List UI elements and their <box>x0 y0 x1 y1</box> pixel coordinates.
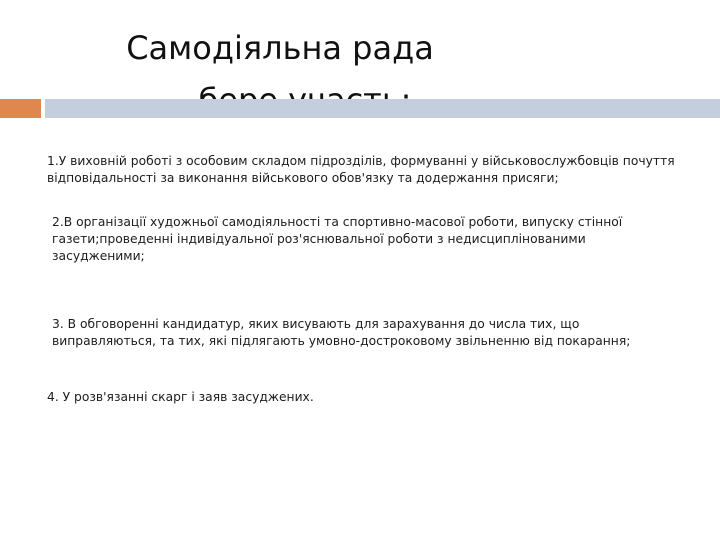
list-item-3 <box>52 316 652 350</box>
slide-title-line-1: Самодіяльна рада <box>126 29 434 67</box>
list-item-1-text: У виховній роботі з особовим складом підрозділів, формуванні у військовослужбовців почуття відповідальності за виконання військового обов'язку та додержання присяги; <box>47 154 675 185</box>
list-item-4-number: 4. <box>47 390 59 404</box>
list-item-4 <box>47 389 687 406</box>
list-item-3-text: В обговоренні кандидатур, яких висувають для зарахування до числа тих, що виправляються, та тих, які підлягають умовно-достроковому звільненню від покарання; <box>52 317 631 348</box>
list-item-4-text: У розв'язанні скарг і заяв засуджених. <box>58 390 314 404</box>
list-item-1-number: 1. <box>47 154 59 168</box>
list-item-2-text: В організації художньої самодіяльності та спортивно-масової роботи, випуску стінної газети;проведенні індивідуальної роз'яснювальної роботи з недисциплінованими засудженими; <box>52 215 623 263</box>
list-item-1 <box>47 153 687 187</box>
list-item-3-number: 3. <box>52 317 64 331</box>
list-item-2-number: 2. <box>52 215 64 229</box>
list-item-2 <box>52 214 672 265</box>
